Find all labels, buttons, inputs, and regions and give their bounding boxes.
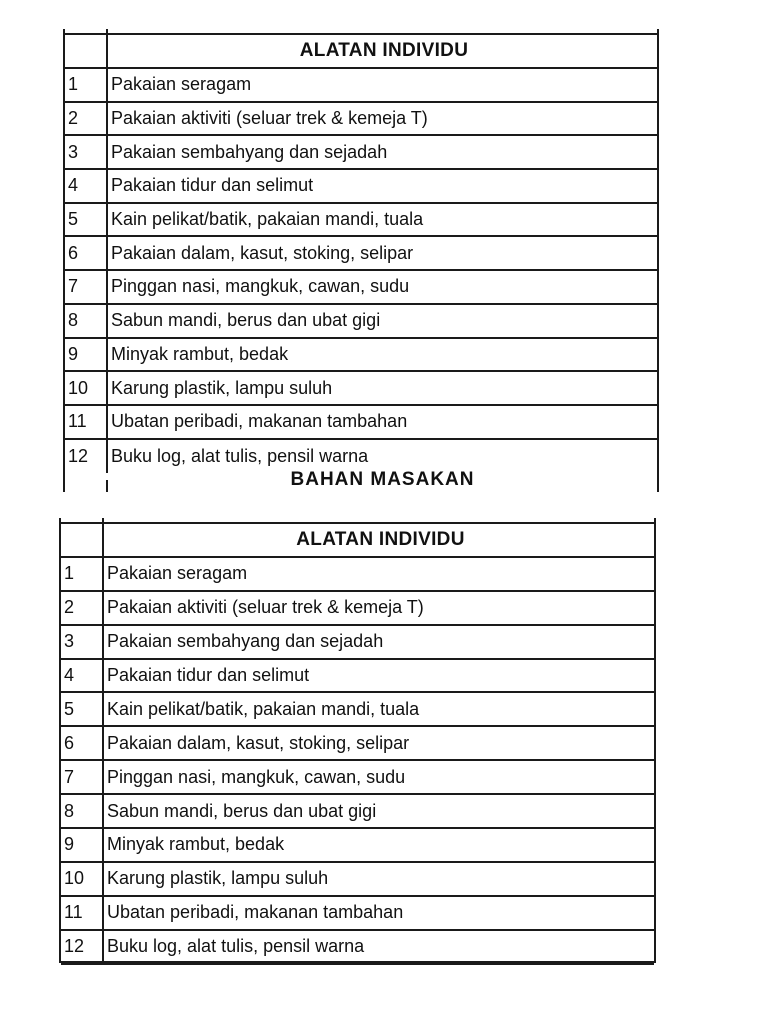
table-row: [61, 897, 654, 931]
table-title: ALATAN INDIVIDU: [296, 528, 465, 550]
table-row: [65, 69, 657, 103]
row-number: 6: [61, 727, 104, 759]
table-row: [65, 237, 657, 271]
row-item: Pakaian seragam: [111, 74, 252, 95]
row-item: Pakaian sembahyang dan sejadah: [111, 141, 388, 162]
table-title: ALATAN INDIVIDU: [299, 40, 469, 61]
table-row: [61, 829, 654, 863]
row-item: Ubatan peribadi, makanan tambahan: [107, 902, 404, 923]
table-row: [61, 660, 654, 694]
row-number: 8: [61, 795, 104, 827]
table-body: [61, 524, 654, 965]
row-item: Pakaian dalam, kasut, stoking, selipar: [111, 242, 414, 263]
row-number: 10: [65, 372, 108, 404]
row-number: 1: [61, 558, 104, 590]
equipment-table-2: [59, 522, 656, 963]
row-number: 4: [61, 660, 104, 692]
header-number-cell: [61, 524, 104, 556]
row-number: 12: [61, 931, 104, 963]
table-row: [61, 795, 654, 829]
table-header-row: [65, 35, 657, 69]
row-number: 3: [65, 136, 108, 168]
table-row: [65, 271, 657, 305]
row-number: 4: [65, 170, 108, 202]
row-item: Sabun mandi, berus dan ubat gigi: [111, 310, 381, 331]
table-row: [61, 693, 654, 727]
header-number-cell: [65, 35, 108, 67]
table-top-tick: [657, 29, 659, 35]
table-row: [61, 727, 654, 761]
row-item: Buku log, alat tulis, pensil warna: [111, 445, 369, 466]
row-item: Karung plastik, lampu suluh: [111, 377, 333, 398]
row-item: Pakaian aktiviti (seluar trek & kemeja T): [107, 597, 424, 618]
row-item: Pakaian aktiviti (seluar trek & kemeja T): [111, 108, 428, 129]
row-item: Sabun mandi, berus dan ubat gigi: [107, 800, 377, 821]
row-number: 2: [65, 103, 108, 135]
table-row: [61, 931, 654, 965]
equipment-table-1: [63, 33, 659, 490]
row-item: Minyak rambut, bedak: [111, 343, 289, 364]
row-item: Pakaian dalam, kasut, stoking, selipar: [107, 732, 410, 753]
row-number: 11: [65, 406, 108, 438]
table-border-stub: [63, 480, 65, 492]
row-item: Minyak rambut, bedak: [107, 834, 285, 855]
row-item: Pakaian tidur dan selimut: [107, 665, 310, 685]
table-row: [65, 170, 657, 204]
table-border-stub: [657, 480, 659, 492]
table-row: [65, 406, 657, 440]
table-row: [65, 204, 657, 238]
row-number: 2: [61, 592, 104, 624]
row-number: 11: [61, 897, 104, 929]
row-item: Karung plastik, lampu suluh: [107, 868, 329, 889]
table-row: [61, 558, 654, 592]
table-row: [65, 372, 657, 406]
row-number: 12: [65, 440, 108, 474]
row-item: Ubatan peribadi, makanan tambahan: [111, 411, 408, 432]
table-row: [65, 305, 657, 339]
row-item: Pinggan nasi, mangkuk, cawan, sudu: [111, 276, 410, 297]
table-row: [61, 626, 654, 660]
table-border-stub: [106, 480, 108, 492]
row-item: Pakaian sembahyang dan sejadah: [107, 631, 384, 652]
row-number: 7: [61, 761, 104, 793]
row-number: 1: [65, 69, 108, 101]
row-number: 8: [65, 305, 108, 337]
table-top-tick: [654, 518, 656, 524]
cut-off-next-header: BAHAN MASAKAN: [290, 469, 475, 490]
row-number: 6: [65, 237, 108, 269]
table-row: [65, 339, 657, 373]
table-row: [61, 761, 654, 795]
row-item: Pakaian seragam: [107, 563, 248, 584]
row-number: 9: [61, 829, 104, 861]
row-number: 5: [65, 204, 108, 236]
row-item: Pinggan nasi, mangkuk, cawan, sudu: [107, 766, 406, 787]
row-number: 9: [65, 339, 108, 371]
row-item: Kain pelikat/batik, pakaian mandi, tuala: [111, 209, 424, 230]
row-number: 5: [61, 693, 104, 725]
row-item: Buku log, alat tulis, pensil warna: [107, 936, 365, 957]
table-row: [65, 136, 657, 170]
row-number: 7: [65, 271, 108, 303]
table-row: [65, 103, 657, 137]
table-row: [61, 863, 654, 897]
table-header-row: [61, 524, 654, 558]
table-row: [61, 592, 654, 626]
table-body: [65, 35, 657, 473]
row-number: 3: [61, 626, 104, 658]
row-item: Kain pelikat/batik, pakaian mandi, tuala: [107, 698, 420, 719]
row-number: 10: [61, 863, 104, 895]
row-item: Pakaian tidur dan selimut: [111, 175, 314, 196]
